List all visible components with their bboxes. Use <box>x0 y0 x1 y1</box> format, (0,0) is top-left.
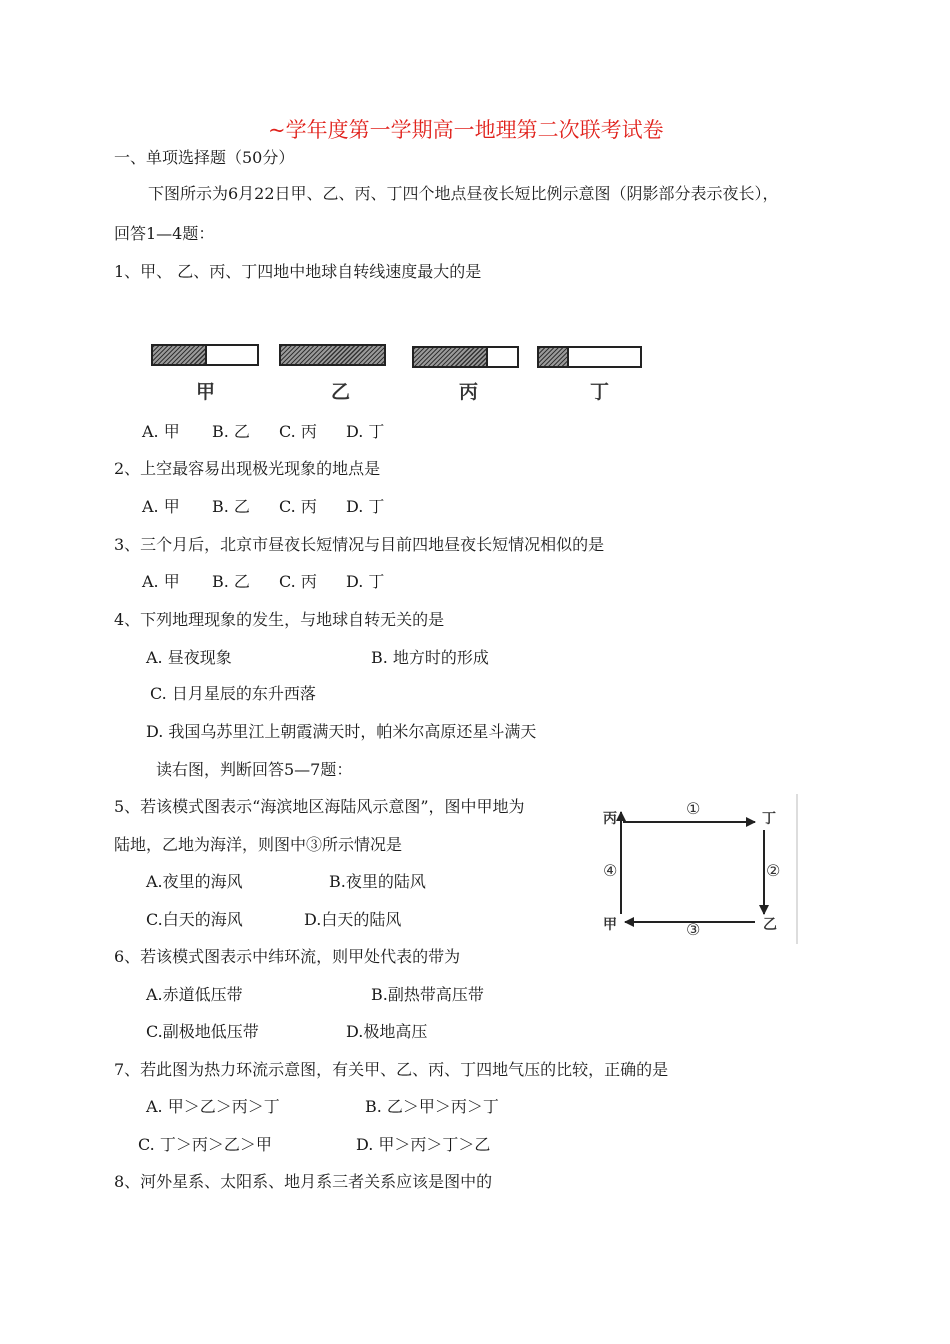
q5-option-c: C.白天的海风 <box>146 910 243 929</box>
q2-option-a: A. 甲 <box>142 497 180 516</box>
corner-label-ding: 丁 <box>762 811 776 827</box>
q1-option-c: C. 丙 <box>279 422 317 441</box>
q2-option-d: D. 丁 <box>346 497 385 516</box>
q3-option-d: D. 丁 <box>346 572 385 591</box>
q7-option-d: D. 甲＞丙＞丁＞乙 <box>356 1135 491 1154</box>
q6-option-b: B.副热带高压带 <box>371 985 484 1004</box>
q5-option-d: D.白天的陆风 <box>304 910 402 929</box>
night-shade <box>414 348 488 366</box>
night-shade <box>153 346 207 364</box>
bar-label-jia: 甲 <box>196 381 216 403</box>
intro-text-line1: 下图所示为6月22日甲、乙、丙、丁四个地点昼夜长短比例示意图（阴影部分表示夜长）， <box>148 184 779 203</box>
question-4-stem: 4、下列地理现象的发生，与地球自转无关的是 <box>114 610 445 629</box>
question-7-stem: 7、若此图为热力环流示意图，有关甲、乙、丙、丁四地气压的比较，正确的是 <box>114 1060 669 1079</box>
q3-option-b: B. 乙 <box>212 572 250 591</box>
q3-option-c: C. 丙 <box>279 572 317 591</box>
q7-option-c: C. 丁＞丙＞乙＞甲 <box>138 1135 272 1154</box>
question-8-stem: 8、河外星系、太阳系、地月系三者关系应该是图中的 <box>114 1172 493 1191</box>
bar-label-ding: 丁 <box>590 381 610 403</box>
question-2-stem: 2、上空最容易出现极光现象的地点是 <box>114 459 381 478</box>
arrow-label-4: ④ <box>603 861 618 880</box>
q4-option-c: C. 日月星辰的东升西落 <box>150 684 316 703</box>
corner-label-bing: 丙 <box>603 811 617 827</box>
circulation-diagram <box>585 790 800 948</box>
q3-option-a: A. 甲 <box>142 572 180 591</box>
q4-option-a: A. 昼夜现象 <box>146 648 232 667</box>
question-1-stem: 1、甲、 乙、丙、丁四地中地球自转线速度最大的是 <box>114 262 482 281</box>
arrow-label-1: ① <box>686 799 701 818</box>
question-5-stem-line2: 陆地，乙地为海洋，则图中③所示情况是 <box>114 835 403 854</box>
q1-option-b: B. 乙 <box>212 422 250 441</box>
bar-ding <box>537 346 642 368</box>
q6-option-a: A.赤道低压带 <box>146 985 243 1004</box>
arrow-label-3: ③ <box>686 920 701 939</box>
q6-option-d: D.极地高压 <box>346 1022 428 1041</box>
night-shade <box>539 348 569 366</box>
bar-bing <box>412 346 519 368</box>
corner-label-jia: 甲 <box>603 917 617 933</box>
q4-option-d: D. 我国乌苏里江上朝霞满天时，帕米尔高原还星斗满天 <box>146 722 537 741</box>
q1-option-a: A. 甲 <box>142 422 180 441</box>
q1-option-d: D. 丁 <box>346 422 385 441</box>
corner-label-yi: 乙 <box>763 917 777 933</box>
question-5-stem-line1: 5、若该模式图表示“海滨地区海陆风示意图”，图中甲地为 <box>114 797 525 816</box>
q7-option-b: B. 乙＞甲＞丙＞丁 <box>365 1097 499 1116</box>
q4-option-b: B. 地方时的形成 <box>371 648 489 667</box>
arrow-label-2: ② <box>766 861 781 880</box>
bar-label-bing: 丙 <box>459 381 479 403</box>
read-right-instruction: 读右图，判断回答5—7题： <box>156 760 353 779</box>
q6-option-c: C.副极地低压带 <box>146 1022 259 1041</box>
q5-option-b: B.夜里的陆风 <box>329 872 426 891</box>
q2-option-c: C. 丙 <box>279 497 317 516</box>
question-3-stem: 3、三个月后，北京市昼夜长短情况与目前四地昼夜长短情况相似的是 <box>114 535 605 554</box>
night-shade <box>281 346 384 364</box>
section-heading: 一、单项选择题（50分） <box>114 148 295 167</box>
q2-option-b: B. 乙 <box>212 497 250 516</box>
q5-option-a: A.夜里的海风 <box>146 872 243 891</box>
exam-title: ~学年度第一学期高一地理第二次联考试卷 <box>268 118 664 142</box>
q7-option-a: A. 甲＞乙＞丙＞丁 <box>146 1097 280 1116</box>
bar-jia <box>151 344 259 366</box>
question-6-stem: 6、若该模式图表示中纬环流，则甲处代表的带为 <box>114 947 461 966</box>
bar-label-yi: 乙 <box>331 381 351 403</box>
intro-text-line2: 回答1—4题： <box>114 224 215 243</box>
bar-yi <box>279 344 386 366</box>
